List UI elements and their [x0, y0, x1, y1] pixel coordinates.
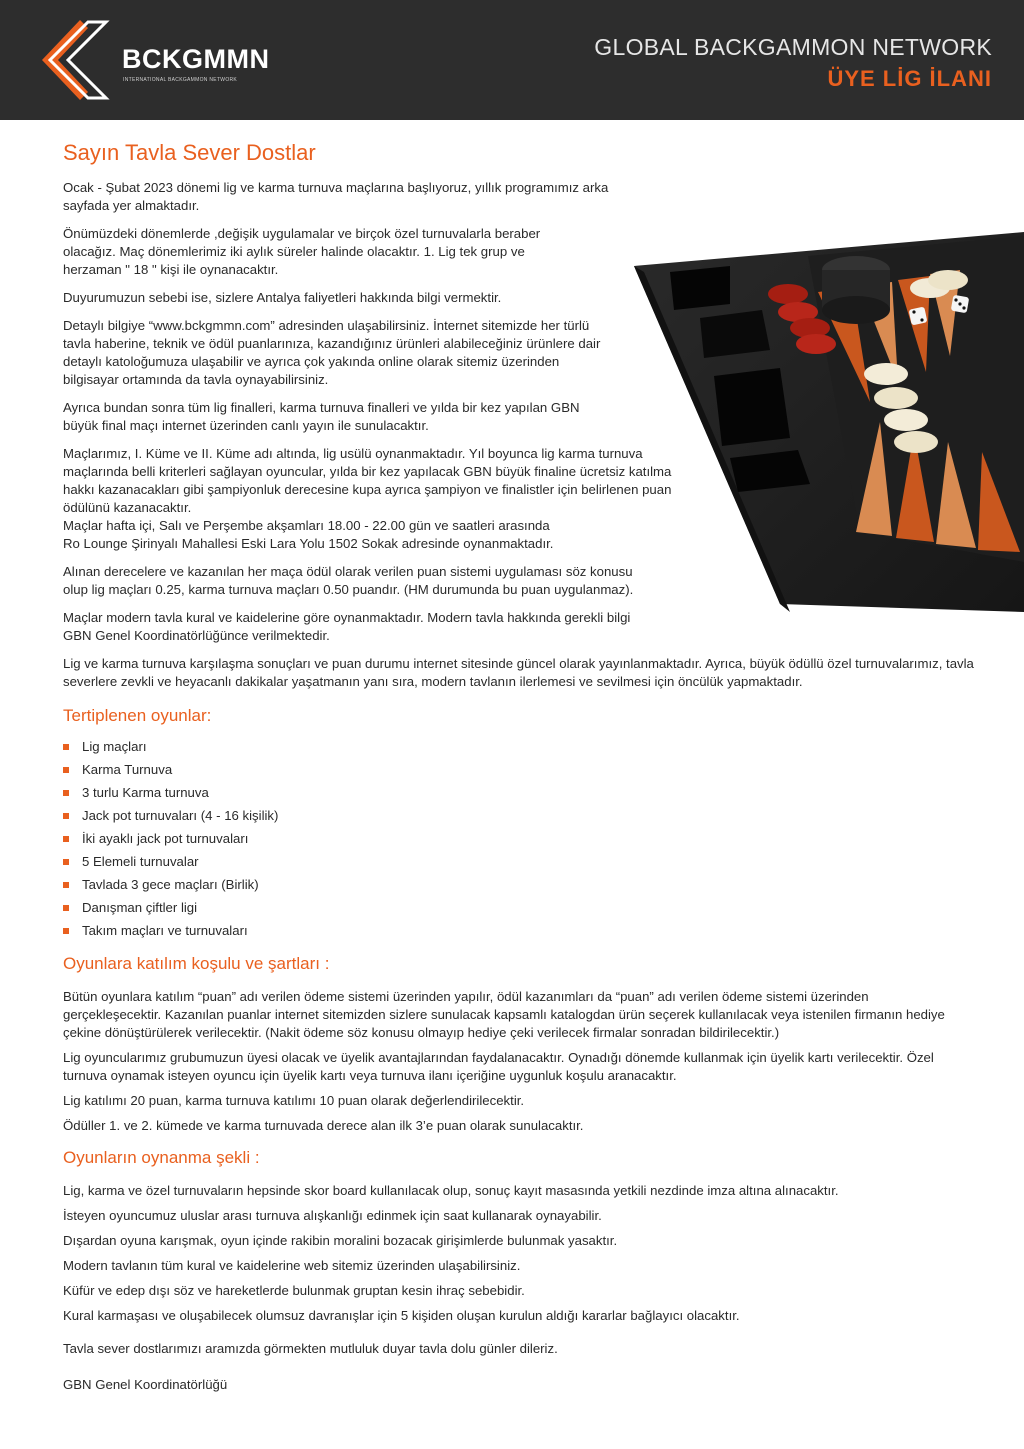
list-item: Takım maçları ve turnuvaları [63, 922, 983, 945]
signature: GBN Genel Koordinatörlüğü [63, 1377, 228, 1392]
conditions-paragraph-3: Lig katılımı 20 puan, karma turnuva katılımı 10 puan olarak değerlendirilecektir. [63, 1093, 525, 1108]
rules-heading: Oyunların oynanma şekli : [63, 1148, 260, 1167]
intro-paragraph-1: Ocak - Şubat 2023 dönemi lig ve karma turnuva maçlarına başlıyoruz, yıllık programımız arka sayfada yer almaktadır. [63, 180, 609, 213]
schedule-line: Maçlar hafta içi, Salı ve Perşembe akşamları 18.00 - 22.00 gün ve saatleri arasında [63, 518, 550, 533]
conditions-paragraph-1: Bütün oyunlara katılım “puan” adı verilen ödeme sistemi üzerinden yapılır, ödül kazanımları da “puan” adı verilen ödeme sistemi üzerinden gerçekleşecektir. Kazanılan puanlar internet sitemizden sizlere sunulacak kapsamlı katalogdan ürün seçerek kullanılacak veya istenilen firmanın hediye çekine dönüştürülerek verilecektir. (Nakit ödeme söz konusu olmayıp hediye çeki verilecek firmalar sonradan bildirilecektir.) [63, 989, 945, 1040]
list-item: Danışman çiftler ligi [63, 899, 983, 922]
intro-paragraph-6: Maçlarımız, I. Küme ve II. Küme adı altında, lig usülü oynanmaktadır. Yıl boyunca lig karma turnuva maçlarında belli kriterleri sağlayan oyuncular, yılda bir kez yapılacak GBN büyük finaline ücretsiz katılma hakkı kazanacakları gibi şampiyonluk derecesine kupa ayrıca şampiyon ve finalistler için belirlenen puan ödülünü kazanacaktır. [63, 446, 672, 515]
list-item: Jack pot turnuvaları (4 - 16 kişilik) [63, 807, 983, 830]
bullet-icon [63, 790, 69, 796]
intro-paragraph-7: Alınan derecelere ve kazanılan her maça ödül olarak verilen puan sistemi uygulaması söz konusu olup lig maçları 0.25, karma turnuva maçları 0.50 puandır. (HM durumunda bu puan uygulanmaz). [63, 564, 634, 597]
closing-text: Tavla sever dostlarımızı aramızda görmekten mutluluk duyar tavla dolu günler dileriz. [63, 1341, 558, 1356]
rule-item: Kural karmaşası ve oluşabilecek olumsuz davranışlar için 5 kişiden oluşan kurulun aldığı kararlar bağlayıcı olacaktır. [63, 1308, 740, 1323]
list-item: 3 turlu Karma turnuva [63, 784, 983, 807]
page-subtitle: ÜYE LİG İLANI [827, 66, 992, 91]
rule-item: Lig, karma ve özel turnuvaların hepsinde skor board kullanılacak olup, sonuç kayıt masasında yetkili nezdinde imza altına alınacaktır. [63, 1183, 839, 1198]
list-item: Lig maçları [63, 738, 983, 761]
rule-item: Dışardan oyuna karışmak, oyun içinde rakibin moralini bozacak girişimlerde bulunmak yasaktır. [63, 1233, 618, 1248]
list-item: İki ayaklı jack pot turnuvaları [63, 830, 983, 853]
games-heading: Tertiplenen oyunlar: [63, 706, 212, 725]
intro-paragraph-4: Detaylı bilgiye “www.bckgmmn.com” adresinden ulaşabilirsiniz. İnternet sitemizde her türlü tavla haberine, teknik ve ödül puanlarınıza, kazandığınız ürünleri alabileceğiniz ürünlere dair detaylı katoloğumuza ulaşabilir ve ayrıca çok yakında online olarak sitemiz üzerinden bilgisayar ortamında da tavla oynayabilirsiniz. [63, 318, 601, 387]
intro-paragraph-2: Önümüzdeki dönemlerde ,değişik uygulamalar ve birçok özel turnuvalarla beraber olacağız. Maç dönemlerimiz iki aylık süreler halinde olacaktır. 1. Lig tek grup ve herzaman " 18 " kişi ile oynanacaktır. [63, 226, 541, 277]
list-item: Karma Turnuva [63, 761, 983, 784]
conditions-paragraph-2: Lig oyuncularımız grubumuzun üyesi olacak ve üyelik avantajlarından faydalanacaktır. Oynadığı dönemde kullanmak için üyelik kartı verilecektir. Özel turnuva oynamak isteyen oyuncu için üyelik kartı veya turnuva ilanı içeriğine uygunluk koşulu aranacaktır. [63, 1050, 934, 1083]
intro-paragraph-3: Duyurumuzun sebebi ise, sizlere Antalya faliyetleri hakkında bilgi vermektir. [63, 290, 502, 305]
bckgmmn-logo [38, 18, 270, 104]
bullet-icon [63, 928, 69, 934]
bullet-icon [63, 767, 69, 773]
rule-item: İsteyen oyuncumuz uluslar arası turnuva alışkanlığı edinmek için saat kullanarak oynayabilir. [63, 1208, 602, 1223]
bullet-icon [63, 882, 69, 888]
greeting-heading: Sayın Tavla Sever Dostlar [63, 140, 316, 165]
logo-subtitle: INTERNATIONAL BACKGAMMON NETWORK [123, 77, 238, 83]
bullet-icon [63, 744, 69, 750]
letter-content [63, 140, 983, 1394]
conditions-paragraph-4: Ödüller 1. ve 2. kümede ve karma turnuvada derece alan ilk 3’e puan olarak sunulacaktır. [63, 1118, 584, 1133]
games-list [63, 738, 983, 945]
header-bar [0, 0, 1024, 120]
intro-paragraph-5: Ayrıca bundan sonra tüm lig finalleri, karma turnuva finalleri ve yılda bir kez yapılan GBN büyük final maçı internet üzerinden canlı yayın ile sunulacaktır. [63, 400, 580, 433]
bullet-icon [63, 836, 69, 842]
conditions-heading: Oyunlara katılım koşulu ve şartları : [63, 954, 330, 973]
intro-paragraph-8: Maçlar modern tavla kural ve kaidelerine göre oynanmaktadır. Modern tavla hakkında gerekli bilgi GBN Genel Koordinatörlüğünce verilmektedir. [63, 610, 631, 643]
logo-text: BCKGMMN [122, 44, 270, 74]
venue-line: Ro Lounge Şirinyalı Mahallesi Eski Lara Yolu 1502 Sokak adresinde oynanmaktadır. [63, 536, 554, 551]
bullet-icon [63, 905, 69, 911]
intro-paragraph-9: Lig ve karma turnuva karşılaşma sonuçları ve puan durumu internet sitesinde güncel olarak yayınlanmaktadır. Ayrıca, büyük ödüllü özel turnuvalarımız, tavla severlere zevkli ve heyacanlı dakikalar yaşatmanın yanı sıra, modern tavlanın ilerlemesi ve sevilmesi için öncülük yapmaktadır. [63, 656, 974, 689]
bullet-icon [63, 813, 69, 819]
list-item: 5 Elemeli turnuvalar [63, 853, 983, 876]
rule-item: Küfür ve edep dışı söz ve hareketlerde bulunmak gruptan kesin ihraç sebebidir. [63, 1283, 525, 1298]
list-item: Tavlada 3 gece maçları (Birlik) [63, 876, 983, 899]
rule-item: Modern tavlanın tüm kural ve kaidelerine web sitemiz üzerinden ulaşabilirsiniz. [63, 1258, 521, 1273]
page-title: GLOBAL BACKGAMMON NETWORK [594, 34, 992, 60]
bullet-icon [63, 859, 69, 865]
